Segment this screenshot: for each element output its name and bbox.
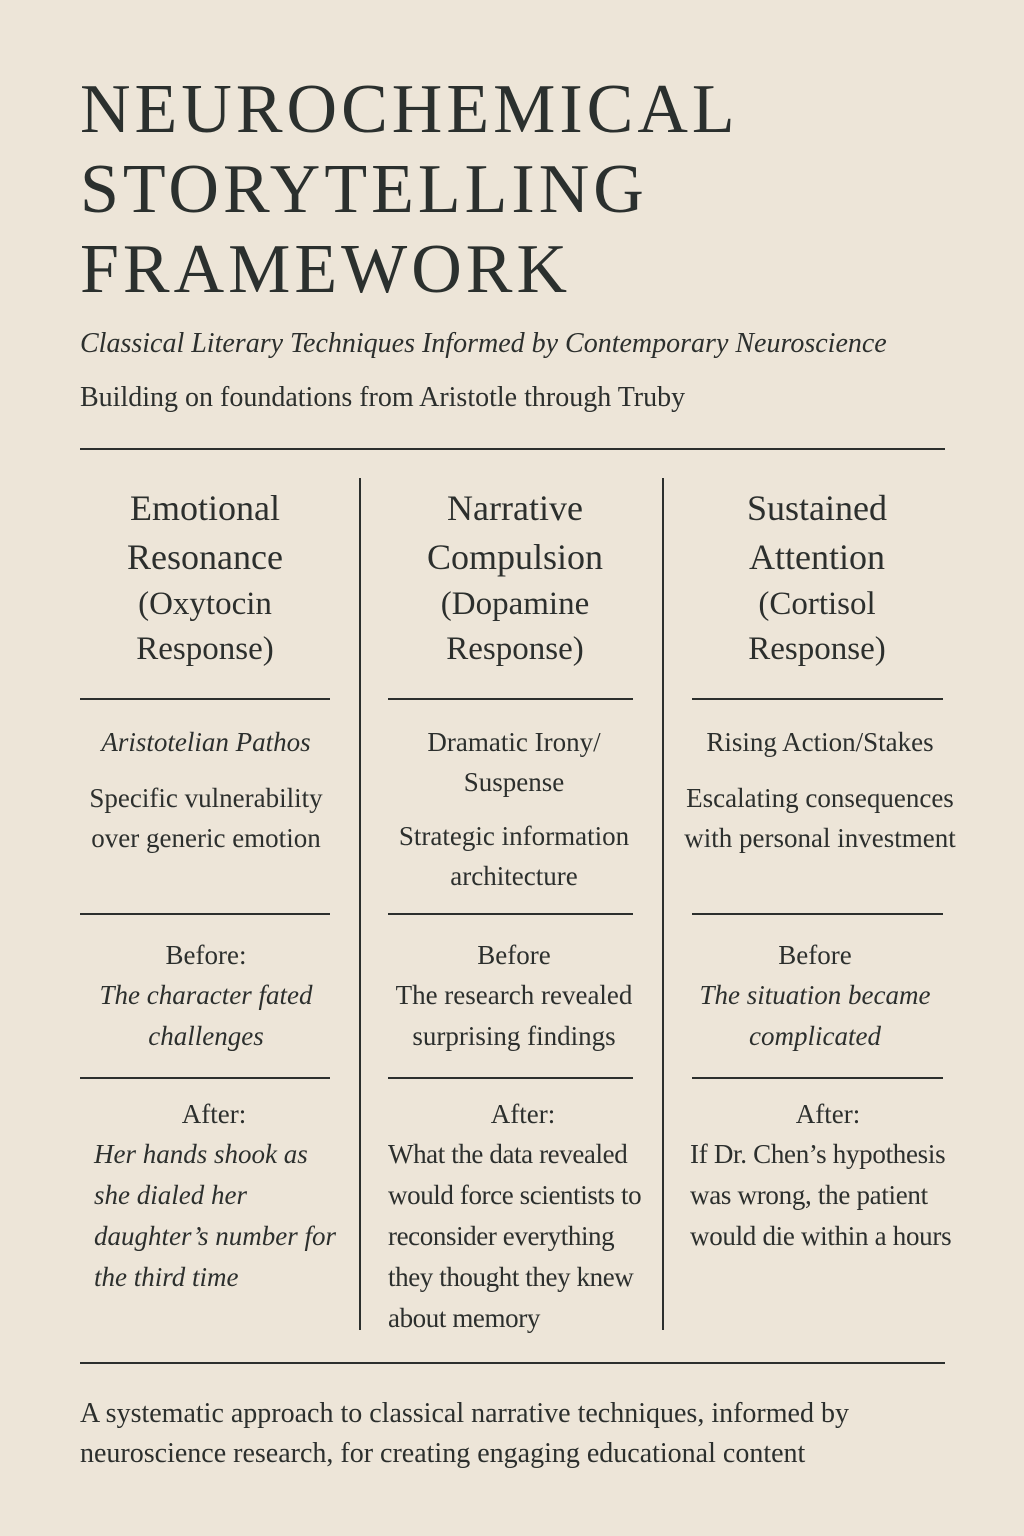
technique-label: Aristotelian Pathos <box>101 727 311 757</box>
column-1-divider-b <box>80 913 330 915</box>
column-heading-narrative-compulsion <box>370 484 660 674</box>
after-example: Her hands shook as she dialed her daughter’s number for the third time <box>94 1139 337 1292</box>
before-label: Before <box>477 940 551 970</box>
column-3-divider-b <box>692 913 943 915</box>
column-2-divider-c <box>388 1077 633 1079</box>
column-heading-sustained-attention <box>672 484 962 674</box>
column-1-before-cell <box>80 935 332 1057</box>
response-line: (Dopamine <box>440 586 590 622</box>
subtitle: Classical Literary Techniques Informed by Contemporary Neuroscience <box>80 328 887 359</box>
heading-line: Resonance <box>127 537 283 577</box>
after-label: After: <box>181 1099 247 1129</box>
heading-line: Emotional <box>130 488 280 528</box>
tagline: Building on foundations from Aristotle through Truby <box>80 382 686 413</box>
column-3-divider-c <box>692 1077 943 1079</box>
before-label: Before <box>778 940 852 970</box>
column-3-before-cell <box>680 935 950 1057</box>
heading-line: Sustained <box>747 488 887 528</box>
title-line-1: NEUROCHEMICAL <box>80 71 739 148</box>
technique-description: Strategic information architecture <box>398 821 630 891</box>
column-3-technique-cell <box>678 722 962 858</box>
after-label: After: <box>795 1099 861 1129</box>
column-2-divider-b <box>388 913 633 915</box>
response-line: Response) <box>136 631 274 667</box>
heading-line: Compulsion <box>426 537 604 577</box>
column-1-after-cell <box>94 1094 344 1298</box>
technique-label: Dramatic Irony/ Suspense <box>427 727 601 797</box>
column-2-before-cell <box>374 935 654 1057</box>
response-line: (Oxytocin <box>138 586 272 622</box>
heading-line: Attention <box>749 537 885 577</box>
before-example: The situation became complicated <box>699 980 931 1051</box>
heading-line: Narrative <box>447 488 583 528</box>
page-title <box>80 70 960 310</box>
column-heading-emotional-resonance <box>65 484 345 674</box>
top-divider <box>80 448 945 450</box>
after-example: If Dr. Chen’s hypothesis was wrong, the patient would die within a hours <box>690 1139 952 1251</box>
column-1-technique-cell <box>68 722 344 858</box>
column-2-technique-cell <box>374 722 654 896</box>
column-2-after-cell <box>388 1094 658 1339</box>
column-2-divider-a <box>388 698 633 700</box>
technique-label: Rising Action/Stakes <box>706 727 934 757</box>
column-1-divider-a <box>80 698 330 700</box>
technique-description: Escalating consequences with personal investment <box>684 783 956 853</box>
technique-description: Specific vulnerability over generic emotion <box>89 783 323 853</box>
before-label: Before: <box>165 940 247 970</box>
after-label: After: <box>490 1099 556 1129</box>
response-line: Response) <box>446 631 584 667</box>
footer-description: A systematic approach to classical narrative techniques, informed by neuroscience research, for creating engaging educational content <box>80 1398 849 1469</box>
column-divider-1 <box>359 478 361 1330</box>
title-line-2: STORYTELLING <box>80 151 648 228</box>
column-1-divider-c <box>80 1077 330 1079</box>
before-example: The character fated challenges <box>99 980 313 1051</box>
column-3-after-cell <box>690 1094 966 1257</box>
column-divider-2 <box>662 478 664 1330</box>
response-line: Response) <box>748 631 886 667</box>
before-example: The research revealed surprising findings <box>395 980 633 1051</box>
after-example: What the data revealed would force scientists to reconsider everything they thought they knew about memory <box>388 1139 642 1333</box>
bottom-divider <box>80 1362 945 1364</box>
title-line-3: FRAMEWORK <box>80 231 572 308</box>
response-line: (Cortisol <box>758 586 876 622</box>
column-3-divider-a <box>692 698 943 700</box>
